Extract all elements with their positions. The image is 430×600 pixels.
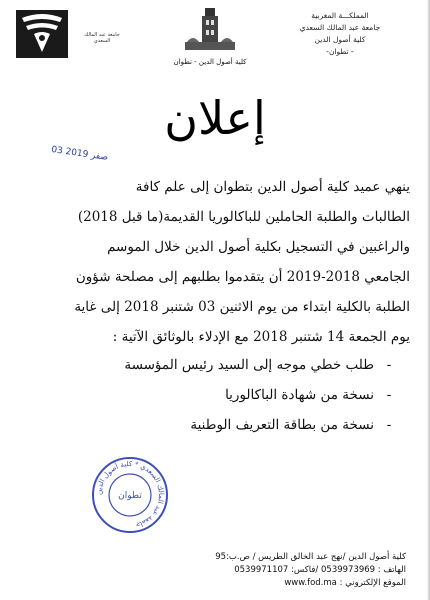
kingdom-line: المملكـــة المغربية (311, 11, 369, 20)
official-stamp-icon (90, 455, 170, 535)
handwritten-date: 03 صفر 2019 (50, 145, 109, 163)
bullet-dash: - (386, 357, 392, 373)
required-documents-list (94, 350, 394, 440)
body-line: الطلبة بالكلية ابتداء من يوم الاثنين 03 شتنبر 2018 إلى غاية (74, 299, 410, 315)
faculty-minaret-logo-icon (175, 6, 245, 56)
list-item (94, 410, 394, 440)
page-title: إعلان (164, 91, 266, 145)
body-line: والراغبين في التسجيل بكلية أصول الدين خلال الموسم (107, 239, 410, 255)
university-logo-icon (12, 8, 72, 60)
body-line: الجامعي 2018-2019 أن يتقدموا بطلبهم إلى مصلحة شؤون (75, 269, 410, 285)
stamp-outer-text: جامعة عبد المالك السعدي * كلية أصول الدين (94, 459, 166, 530)
contact-footer (146, 551, 406, 590)
announcement-body (20, 172, 410, 352)
body-line: يوم الجمعة 14 شتنبر 2018 مع الإدلاء بالوثائق الآتية : (112, 329, 410, 345)
footer-phone: الهاتف : 0539973969 /فاكس: 0539971107 (234, 565, 406, 575)
list-item (94, 350, 394, 380)
city-line: - تطوان- (326, 47, 354, 56)
footer-website: الموقع الإلكتروني : www.fod.ma (284, 578, 406, 588)
faculty-logo-caption: كلية أصول الدين - تطوان (173, 58, 247, 66)
university-logo-caption: جامعة عبد المالك السعدي (84, 32, 120, 44)
stamp-center-text: تطوان (118, 491, 142, 501)
university-line: جامعة عبد المالك السعدي (299, 23, 381, 32)
list-item (94, 380, 394, 410)
faculty-line: كلية أصول الدين (314, 35, 366, 44)
institution-header (270, 10, 410, 58)
document-item: نسخة من شهادة الباكالوريا (225, 387, 374, 403)
document-item: طلب خطي موجه إلى السيد رئيس المؤسسة (124, 357, 374, 373)
body-line: ينهي عميد كلية أصول الدين بتطوان إلى علم كافة (135, 179, 410, 195)
bullet-dash: - (386, 417, 392, 433)
document-item: نسخة من بطاقة التعريف الوطنية (190, 417, 374, 433)
bullet-dash: - (386, 387, 392, 403)
body-line: الطالبات والطلبة الحاملين للباكالوريا القديمة(ما قبل 2018) (77, 209, 410, 225)
footer-address: كلية أصول الدين /نهج عبد الخالق الطريس / ص.ب:95 (215, 552, 406, 562)
